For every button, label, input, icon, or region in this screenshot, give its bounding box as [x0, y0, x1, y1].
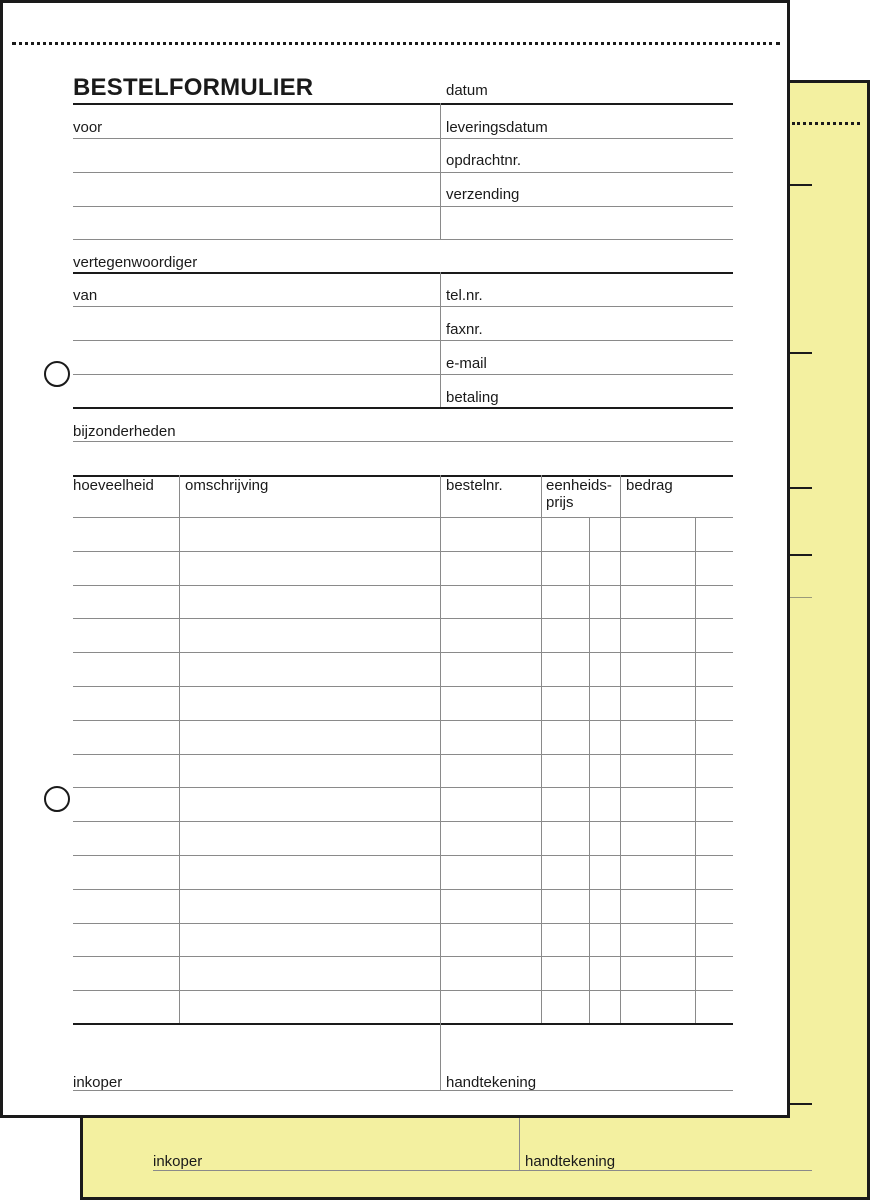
table-row-line	[73, 686, 733, 687]
table-top-rule	[73, 475, 733, 477]
header-divider	[440, 103, 441, 239]
signature-line	[73, 1090, 733, 1091]
bedrag-header: bedrag	[626, 477, 673, 494]
field-line	[73, 441, 733, 442]
eenheidsprijs-header-line1: eenheids-	[546, 477, 612, 494]
back-sheet-divider	[519, 1118, 520, 1170]
punch-hole-bottom	[44, 786, 70, 812]
field-line	[73, 172, 733, 173]
omschrijving-header: omschrijving	[185, 477, 269, 494]
handtekening-label: handtekening	[446, 1074, 537, 1091]
back-sheet-line	[790, 554, 812, 556]
contact-divider	[440, 272, 441, 408]
faxnr-label: faxnr.	[446, 321, 483, 338]
punch-hole-top	[44, 361, 70, 387]
field-line	[73, 340, 733, 341]
opdrachtnr-label: opdrachtnr.	[446, 152, 522, 169]
betaling-label: betaling	[446, 389, 499, 406]
table-row-line	[73, 821, 733, 822]
cents-divider	[695, 517, 696, 1023]
table-row-line	[73, 585, 733, 586]
back-sheet-line	[790, 1103, 812, 1105]
back-sheet-signature-line	[153, 1170, 812, 1171]
table-row-line	[73, 652, 733, 653]
telnr-label: tel.nr.	[446, 287, 483, 304]
table-row-line	[73, 787, 733, 788]
table-row-line	[73, 956, 733, 957]
back-inkoper-label: inkoper	[153, 1153, 203, 1170]
leveringsdatum-label: leveringsdatum	[446, 119, 548, 136]
back-handtekening-label: handtekening	[525, 1153, 616, 1170]
column-divider	[541, 475, 542, 1023]
eenheidsprijs-header-line2: prijs	[546, 494, 574, 511]
back-sheet-line	[790, 184, 812, 186]
field-line	[73, 239, 733, 240]
datum-label: datum	[446, 82, 488, 99]
voor-label: voor	[73, 119, 103, 136]
field-line	[73, 306, 733, 307]
table-row-line	[73, 551, 733, 552]
footer-divider	[440, 1023, 441, 1091]
column-divider	[620, 475, 621, 1023]
table-row-line	[73, 720, 733, 721]
vertegenwoordiger-label: vertegenwoordiger	[73, 254, 198, 271]
cents-divider	[589, 517, 590, 1023]
front-sheet-perforation	[12, 42, 780, 45]
hoeveelheid-header: hoeveelheid	[73, 477, 154, 494]
table-row-line	[73, 618, 733, 619]
column-divider	[440, 475, 441, 1023]
field-line	[73, 138, 733, 139]
table-row-line	[73, 855, 733, 856]
inkoper-label: inkoper	[73, 1074, 123, 1091]
back-sheet-line	[790, 352, 812, 354]
back-sheet-line	[790, 487, 812, 489]
table-row-line	[73, 754, 733, 755]
title-rule	[73, 103, 733, 105]
section-rule	[73, 272, 733, 274]
bijzonderheden-label: bijzonderheden	[73, 423, 176, 440]
van-label: van	[73, 287, 98, 304]
table-row-line	[73, 923, 733, 924]
field-line	[73, 374, 733, 375]
column-divider	[179, 475, 180, 1023]
table-bottom-rule	[73, 1023, 733, 1025]
verzending-label: verzending	[446, 186, 520, 203]
table-row-line	[73, 990, 733, 991]
section-rule	[73, 407, 733, 409]
back-sheet-line	[790, 597, 812, 598]
form-title: BESTELFORMULIER	[73, 74, 314, 101]
back-sheet-perforation	[792, 122, 860, 125]
bestelnr-header: bestelnr.	[446, 477, 503, 494]
table-row-line	[73, 889, 733, 890]
field-line	[73, 206, 733, 207]
table-row-line	[73, 517, 733, 518]
email-label: e-mail	[446, 355, 487, 372]
